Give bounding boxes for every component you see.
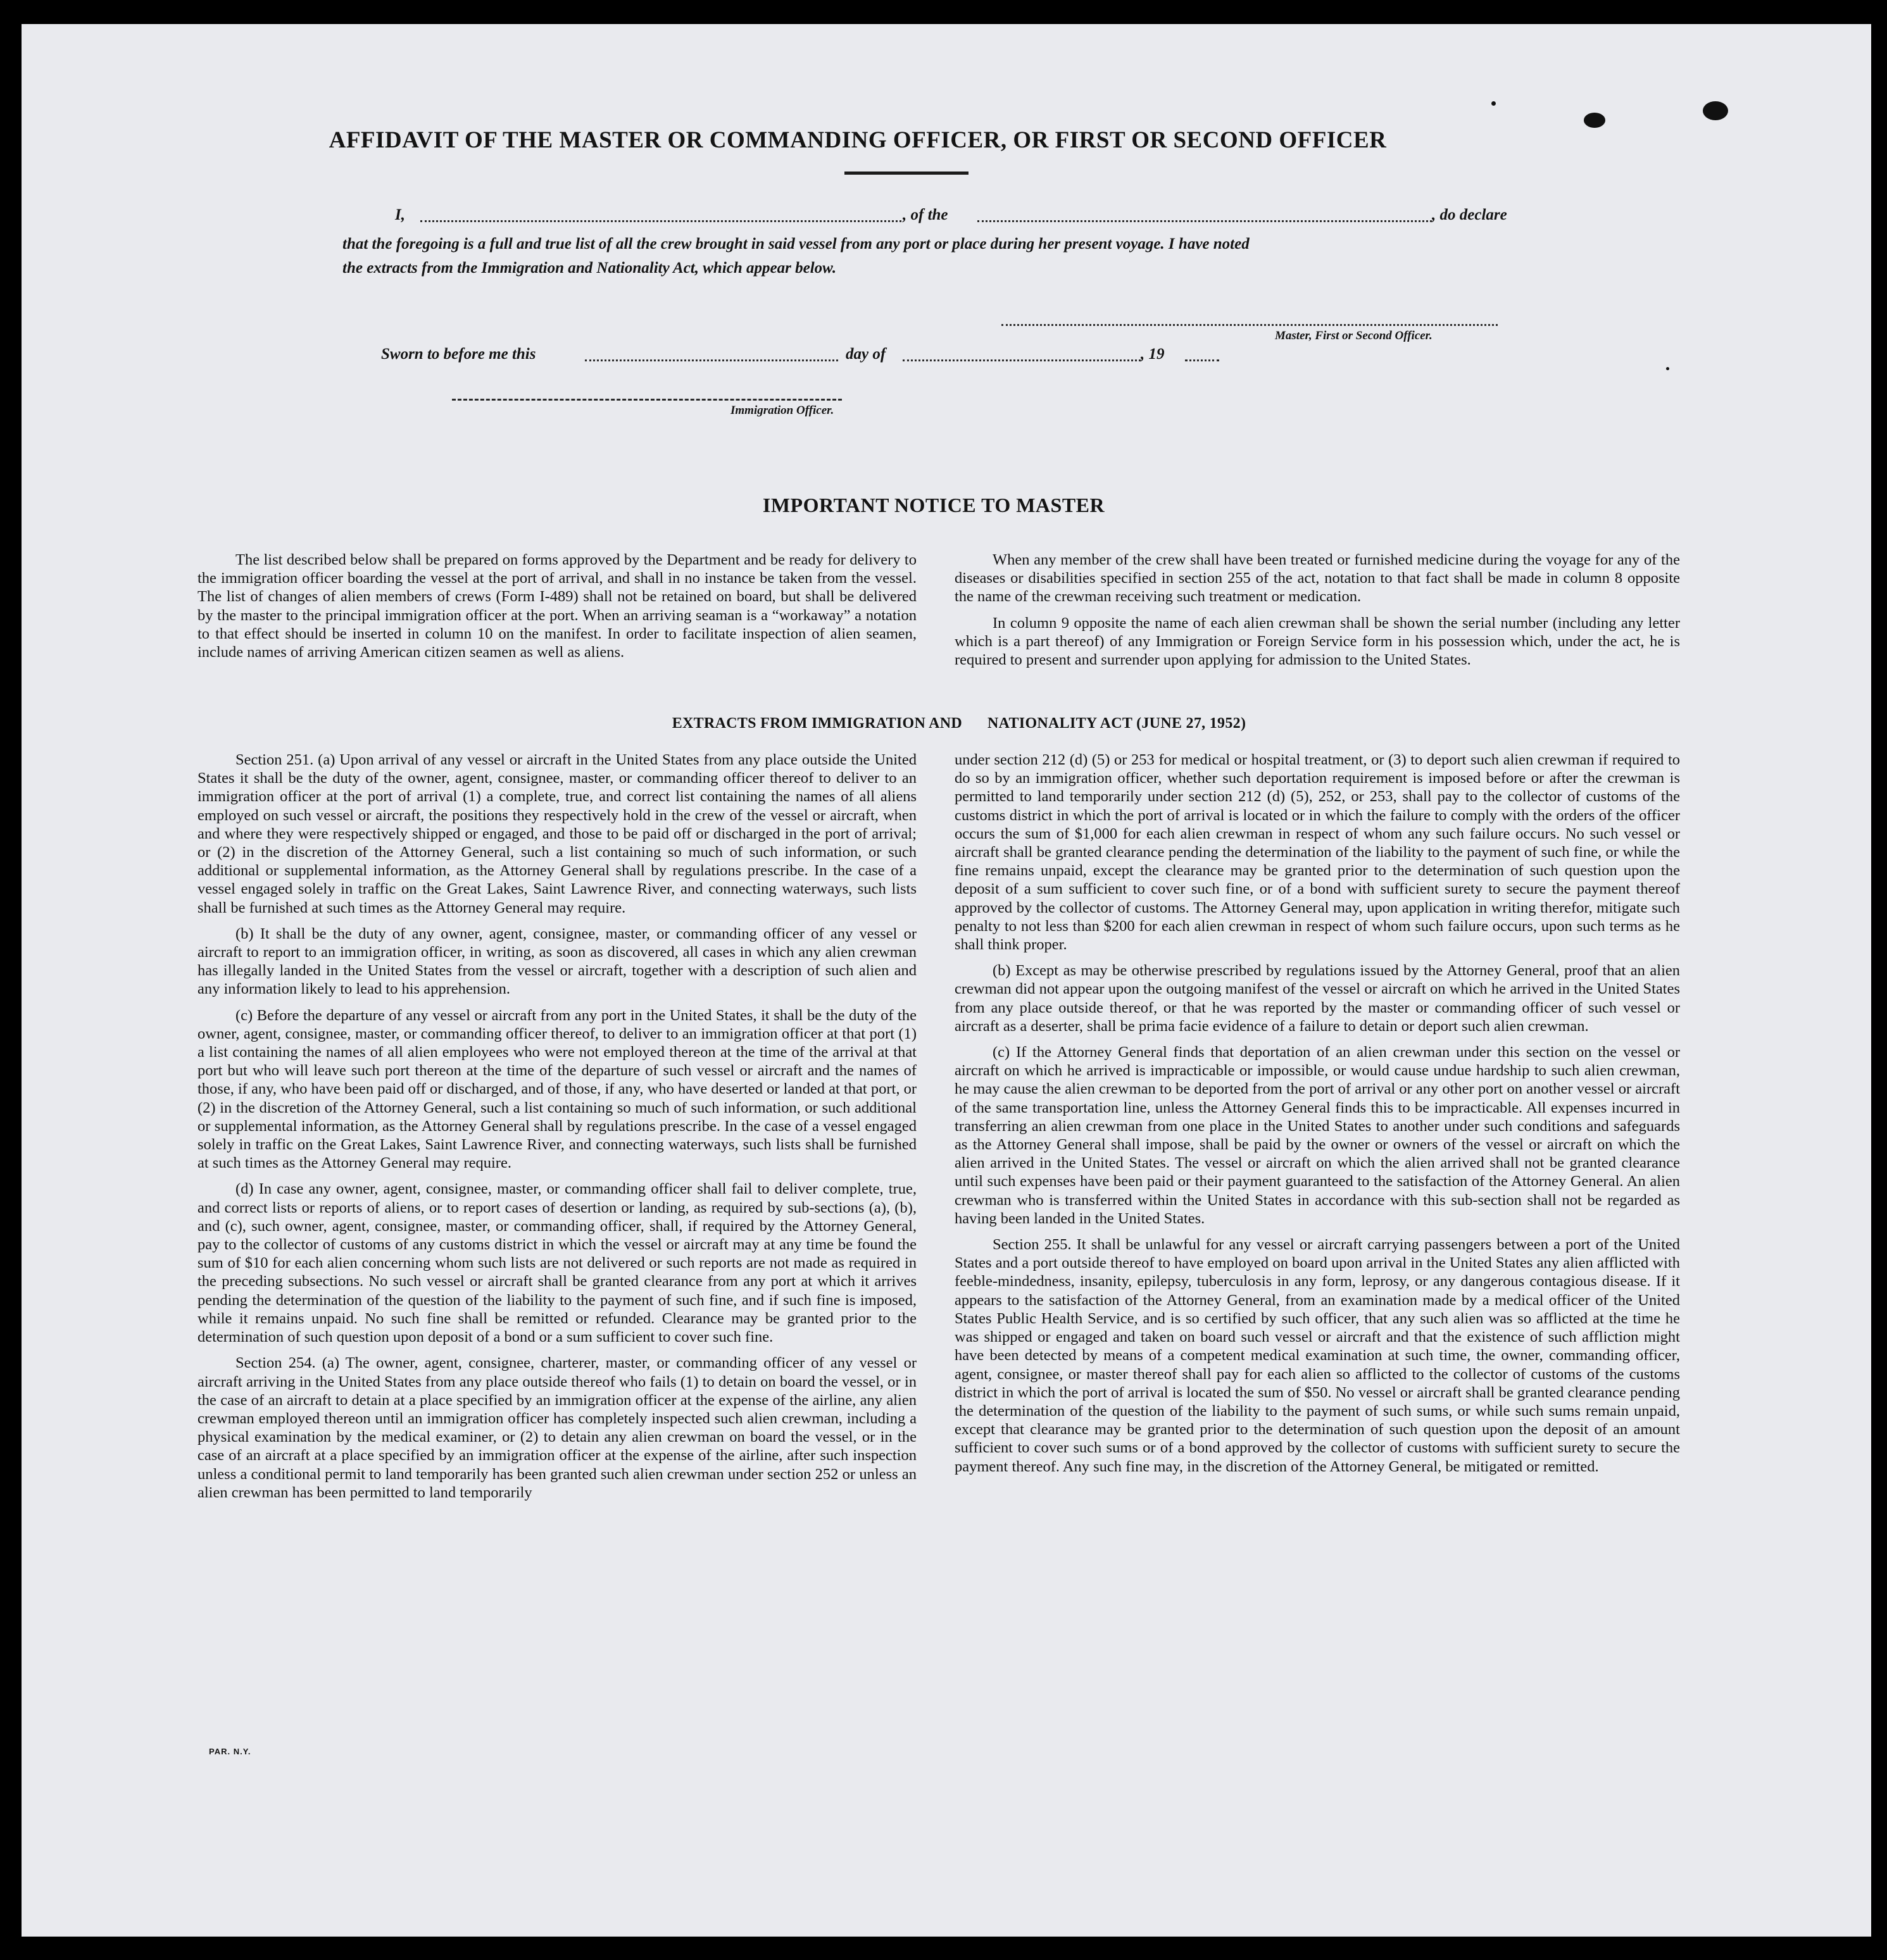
sworn-month-field[interactable]	[903, 359, 1141, 361]
notice-left-column	[197, 551, 917, 669]
section-254-a-continued: under section 212 (d) (5) or 253 for medical or hospital treatment, or (3) to deport such alien crewman if required to do so by an immigration officer, whether such deportation requirement is imposed before or after the crewman is permitted to land temporarily under section 212 (d) (5), 252, or 253, shall pay to the collector of customs of the customs district in which the port of arrival is located or in which the failure to comply with the orders of the officer occurs the sum of $1,000 for each alien crewman in respect of whom any such failure occurs. No such vessel or aircraft shall be granted clearance pending the determination of the liability to the payment of such fine, or while the fine remains unpaid, except the clearance may be granted prior to the determination of such question upon the deposit of a sum sufficient to cover such fine, or of a bond with sufficient surety to secure the payment thereof approved by the collector of customs. The Attorney General may, upon application in writing therefor, mitigate such penalty to not less than $200 for each alien crewman in respect of whom such failure occurs, upon such terms as he shall think proper.	[955, 751, 1680, 954]
section-251-b: (b) It shall be the duty of any owner, agent, consignee, master, or commanding officer of any vessel or aircraft to report to an immigration officer, in writing, as soon as discovered, all cases in which any alien crewman has illegally landed in the United States from the vessel or aircraft, together with a description of such alien and any information likely to lead to his apprehension.	[197, 925, 917, 998]
section-254-a: Section 254. (a) The owner, agent, consignee, charterer, master, or commanding officer of any vessel or aircraft arriving in the United States from any place outside thereof who fails (1) to detain on board the vessel, or in the case of an aircraft to detain at a place specified by an immigration officer at the expense of the airline, any alien crewman employed thereon until an immigration officer has completely inspected such alien crewman, including a physical examination by the medical examiner, or (2) to detain any alien crewman on board the vessel, or in the case of an aircraft at a place specified by an immigration officer at the expense of the airline, after such inspection unless a conditional permit to land temporarily has been granted such alien crewman under section 252 or unless an alien crewman has been permitted to land temporarily	[197, 1354, 917, 1501]
ink-speck	[1666, 367, 1669, 370]
title-rule	[844, 172, 969, 175]
printer-mark: PAR. N.Y.	[209, 1747, 251, 1756]
section-254-b: (b) Except as may be otherwise prescribed by regulations issued by the Attorney General, proof that an alien crewman did not appear upon the outgoing manifest of the vessel or aircraft on which he arrived in the United States from any place outside thereof, or that he was reported by the master or commanding officer of such vessel or aircraft as a deserter, shall be prima facie evidence of a failure to detain or deport such alien crewman.	[955, 962, 1680, 1035]
sworn-day-field[interactable]	[585, 359, 838, 361]
day-of-label: day of	[846, 346, 886, 363]
section-254-c: (c) If the Attorney General finds that deportation of an alien crewman under this section on the vessel or aircraft on which he arrived is impracticable or impossible, or would cause undue hardship to such alien crewman, he may cause the alien crewman to be deported from the port of arrival or any other port on another vessel or aircraft of the same transportation line, unless the Attorney General finds this to be impracticable. All expenses incurred in transferring an alien crewman from one place in the United States to another under such conditions and safeguards as the Attorney General shall impose, shall be paid by the owner or owners of the vessel or aircraft on which the alien arrived in the United States. The vessel or aircraft on which the alien arrived shall not be granted clearance until such expenses have been paid or their payment guaranteed to the satisfaction of the Attorney General. An alien crewman who is transferred within the United States in accordance with this sub-section shall not be regarded as having been landed in the United States.	[955, 1044, 1680, 1227]
ink-speck	[1491, 101, 1496, 106]
notice-left-paragraph: The list described below shall be prepared on forms approved by the Department and be ready for delivery to the immigration officer boarding the vessel at the port of arrival, and shall in no instance be taken from the vessel. The list of changes of alien members of crews (Form I-489) shall not be retained on board, but shall be delivered by the master to the principal immigration officer at the port. When an arriving seaman is a “workaway” a notation to that effect should be inserted in column 10 on the manifest. In order to facilitate inspection of alien seamen, include names of arriving American citizen seamen as well as aliens.	[197, 551, 917, 661]
of-the-label: , of the	[903, 206, 948, 223]
extracts-title-part-2: NATIONALITY ACT (JUNE 27, 1952)	[987, 715, 1246, 732]
officer-signature-line[interactable]	[452, 399, 842, 401]
extracts-left-column	[197, 751, 917, 1509]
declarant-name-field[interactable]	[420, 220, 901, 222]
declaration-line-3: the extracts from the Immigration and Nationality Act, which appear below.	[342, 259, 837, 277]
ink-speck	[1584, 113, 1605, 128]
declaration-line-2: that the foregoing is a full and true list of all the crew brought in said vessel from any port or place during her present voyage. I have noted	[342, 235, 1250, 253]
document-page	[22, 24, 1871, 1937]
sworn-year-field[interactable]	[1185, 359, 1219, 361]
section-251-a: Section 251. (a) Upon arrival of any vessel or aircraft in the United States from any place outside the United States it shall be the duty of the owner, agent, consignee, master, or commanding officer thereof to deliver to an immigration officer at the port of arrival (1) a complete, true, and correct list containing the names of all aliens employed on such vessel or aircraft, the positions they respectively hold in the crew of the vessel or aircraft, when and where they were respectively shipped or engaged, and those to be paid off or discharged in the port of arrival; or (2) in the discretion of the Attorney General, such a list containing so much of such information, or such additional or supplemental information, as the Attorney General shall by regulations prescribe. In the case of a vessel engaged solely in traffic on the Great Lakes, Saint Lawrence River, and connecting waterways, such lists shall be furnished at such times as the Attorney General may require.	[197, 751, 917, 916]
ink-speck	[1703, 101, 1728, 120]
notice-right-paragraph-2: In column 9 opposite the name of each alien crewman shall be shown the serial number (including any letter which is a part thereof) of any Immigration or Foreign Service form in his possession which, under the act, he is required to present and surrender upon applying for admission to the United States.	[955, 614, 1680, 669]
extracts-right-column	[955, 751, 1680, 1483]
vessel-name-field[interactable]	[977, 220, 1432, 222]
affidavit-title: AFFIDAVIT OF THE MASTER OR COMMANDING OFFICER, OR FIRST OR SECOND OFFICER	[329, 127, 1387, 153]
master-signature-line[interactable]	[1001, 324, 1498, 326]
section-255: Section 255. It shall be unlawful for any vessel or aircraft carrying passengers between a port of the United States and a port outside thereof to have employed on board upon arrival in the United States any alien afflicted with feeble-mindedness, insanity, epilepsy, tuberculosis in any form, leprosy, or any dangerous contagious disease. If it appears to the satisfaction of the Attorney General, from an examination made by a medical officer of the United States Public Health Service, and is so certified by such officer, that any such alien was so afflicted at the time he was shipped or engaged and taken on board such vessel or aircraft and that the existence of such affliction might have been detected by means of a competent medical examination at such time, the owner, commanding officer, agent, consignee, or master thereof shall pay for each alien so afflicted to the collector of customs of the customs district in which the port of arrival is located the sum of $50. No vessel or aircraft shall be granted clearance pending the determination of the question of the liability to the payment of such sums, or while such sums remain unpaid, except that clearance may be granted prior to the determination of such question upon the deposit of an amount sufficient to cover such sums or of a bond approved by the collector of customs with sufficient surety to secure the payment thereof. Any such fine may, in the discretion of the Attorney General, be mitigated or remitted.	[955, 1236, 1680, 1475]
declarant-label: I,	[395, 206, 405, 223]
officer-signature-caption: Immigration Officer.	[730, 404, 834, 417]
sworn-label: Sworn to before me this	[381, 346, 536, 363]
notice-right-column	[955, 551, 1680, 677]
do-declare-label: , do declare	[1432, 206, 1507, 223]
notice-title: IMPORTANT NOTICE TO MASTER	[762, 494, 1105, 516]
section-251-d: (d) In case any owner, agent, consignee, master, or commanding officer shall fail to deliver complete, true, and correct lists or reports of aliens, or to report cases of desertion or landing, as required by sub-sections (a), (b), and (c), such owner, agent, consignee, master, or commanding officer, shall, if required by the Attorney General, pay to the collector of customs of any customs district in which the vessel or aircraft may at any time be found the sum of $10 for each alien concerning whom such lists are not delivered or such reports are not made as required in the preceding subsections. No such vessel or aircraft shall be granted clearance from any port at which it arrives pending the determination of the question of the liability to the payment of such fine, and if such fine is imposed, while it remains unpaid. No such fine shall be remitted or refunded. Clearance may be granted prior to the determination of such question upon deposit of a bond or a sum sufficient to cover such fine.	[197, 1180, 917, 1346]
master-signature-caption: Master, First or Second Officer.	[1275, 329, 1432, 342]
extracts-title-part-1: EXTRACTS FROM IMMIGRATION AND	[672, 715, 963, 732]
notice-right-paragraph-1: When any member of the crew shall have been treated or furnished medicine during the voyage for any of the diseases or disabilities specified in section 255 of the act, notation to that fact shall be made in column 8 opposite the name of the crewman receiving such treatment or medication.	[955, 551, 1680, 606]
extracts-title	[22, 715, 1871, 732]
section-251-c: (c) Before the departure of any vessel or aircraft from any port in the United States, it shall be the duty of the owner, agent, consignee, master, or commanding officer thereof, to deliver to an immigration officer at that port (1) a list containing the names of all alien employees who were not employed thereon at the time of the arrival at that port but who will leave such port thereon at the time of the departure of such vessel or aircraft and the names of those, if any, who have been paid off or discharged, and of those, if any, who have deserted or landed at that port, or (2) in the discretion of the Attorney General, such a list containing so much of such information, or such additional or supplemental information, as the Attorney General shall by regulations prescribe. In the case of a vessel engaged solely in traffic on the Great Lakes, Saint Lawrence River, and connecting waterways, such lists shall be furnished at such times as the Attorney General may require.	[197, 1006, 917, 1172]
year-prefix-label: , 19	[1141, 346, 1165, 363]
